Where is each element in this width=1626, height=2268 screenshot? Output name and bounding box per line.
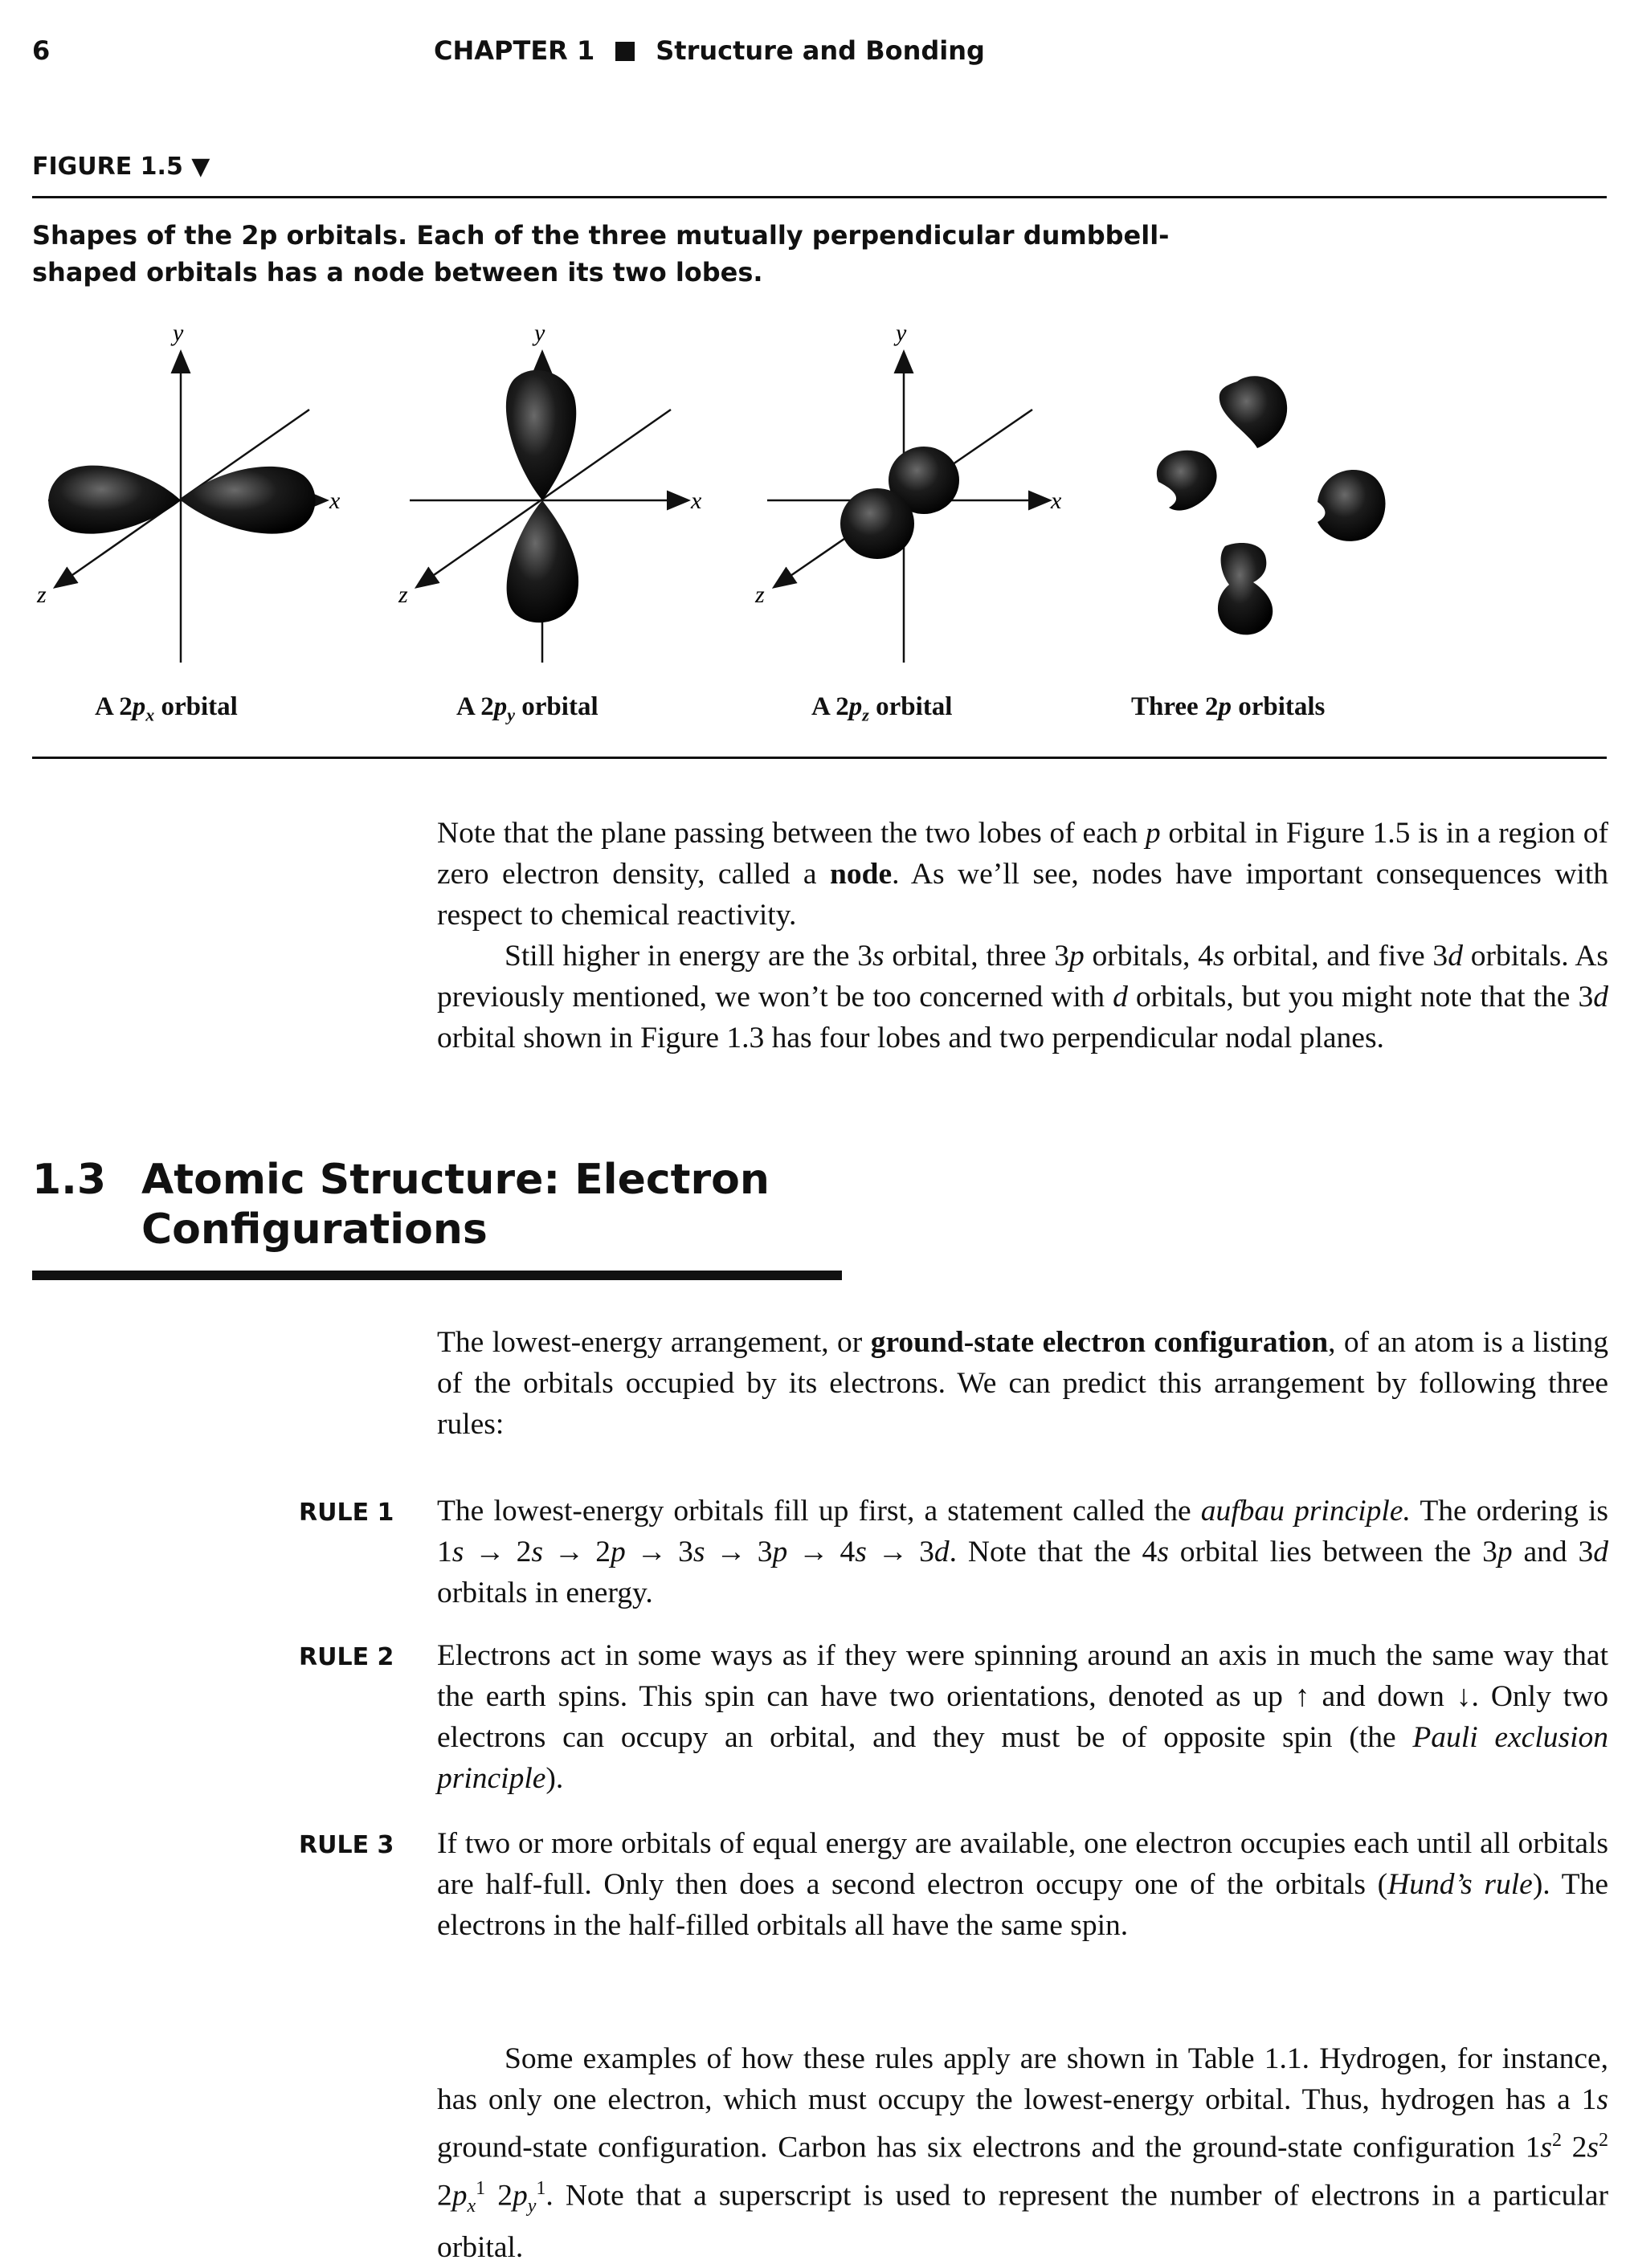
axis-z-label: z: [37, 581, 47, 608]
rule-1-text: The lowest-energy orbitals fill up first, a statement called the aufbau principle. The ordering is 1s → 2s → 2p → 3s → 3p → 4s → 3d. Note that the 4s orbital lies between the 3p and 3d orbitals in energy.: [437, 1495, 1609, 1609]
section-intro: The lowest-energy arrangement, or ground-state electron configuration, of an atom is a listing of the orbitals occupied by its electrons. We can predict this arrangement by following three rules:: [437, 1326, 1608, 1441]
page-number: 6: [32, 35, 51, 66]
figure-bottom-rule: [32, 757, 1607, 759]
section-title: Atomic Structure: Electron Configurations: [141, 1156, 770, 1254]
lobe-front: [840, 488, 914, 559]
axis-x-label: x: [329, 487, 341, 514]
rule-3-tag: RULE 3: [299, 1831, 394, 1859]
lobe-lower: [507, 500, 578, 622]
label-2pz-orbital: A $2p_z$ orbital: [811, 692, 953, 725]
axis-z-label: z: [755, 581, 765, 608]
rule-2-text: Electrons act in some ways as if they were spinning around an axis in much the same way that the earth spins. This spin can have two orientations, denoted as up ↑ and down ↓. Only two electrons can occupy an orbital, and they must be of opposite spin (the Pauli exclusion principle).: [437, 1639, 1609, 1795]
orbital-figure: [0, 305, 1626, 683]
axis-y-label: y: [534, 320, 545, 346]
figure-label: FIGURE 1.5 ▼: [32, 153, 210, 181]
running-head: [434, 35, 985, 66]
axis-x-label: x: [691, 487, 702, 514]
figure-top-rule: [32, 196, 1607, 198]
lobe-left: [48, 466, 181, 534]
rule-1-tag: RULE 1: [299, 1499, 394, 1527]
panel-2py-orbital: [410, 353, 687, 663]
label-2py-orbital: A $2p_y$ orbital: [456, 692, 599, 725]
panel-2px-orbital: [48, 353, 325, 663]
chapter-number: CHAPTER 1: [434, 35, 595, 66]
label-three-2p-orbitals: Three 2p orbitals: [1131, 692, 1326, 721]
rule-3-text: If two or more orbitals of equal energy are available, one electron occupies each until all orbitals are half-full. Only then does a second electron occupy one of the orbitals (Hund’s rule). The electrons in the half-filled orbitals all have the same spin.: [437, 1827, 1608, 1942]
axis-z-label: z: [398, 581, 408, 608]
section-underline: [32, 1271, 842, 1280]
lobe-right: [181, 467, 316, 534]
paragraph-node: Note that the plane passing between the two lobes of each p orbital in Figure 1.5 is in a region of zero electron density, called a node. As we’ll see, nodes have important consequences with respect to chemical reactivity.: [437, 817, 1608, 932]
axis-y-label: y: [896, 320, 907, 346]
square-bullet-icon: [615, 42, 635, 61]
rule-2-tag: RULE 2: [299, 1643, 394, 1671]
label-2px-orbital: A $2p_x$ orbital: [95, 692, 238, 725]
chapter-title: Structure and Bonding: [656, 35, 985, 66]
panel-2pz-orbital: [767, 353, 1048, 663]
paragraph-higher-orbitals: Still higher in energy are the 3s orbital, three 3p orbitals, 4s orbital, and five 3d orbitals. As previously mentioned, we won’t be too concerned with d orbitals, but you might note that the 3d orbital shown in Figure 1.3 has four lobes and two perpendicular nodal planes.: [437, 940, 1608, 1054]
intro-text: [437, 813, 1608, 1059]
panel-three-2p-orbitals: [1157, 376, 1386, 634]
figure-caption: Shapes of the 2p orbitals. Each of the three mutually perpendicular dumbbell-shaped orbitals has a node between its two lobes.: [32, 220, 1170, 288]
section-number: 1.3: [32, 1156, 107, 1204]
axis-x-label: x: [1051, 487, 1062, 514]
closing-paragraph: Some examples of how these rules apply are shown in Table 1.1. Hydrogen, for instance, has only one electron, which must occupy the lowest-energy orbital. Thus, hydrogen has a 1s ground-state configuration. Carbon has six electrons and the ground-state configuration $1s^2$ $2s^2$ $2p_x^1$ $2p_y^1$. Note that a superscript is used to represent the number of electrons in a particular orbital.: [437, 2042, 1608, 2264]
axis-y-label: y: [173, 320, 184, 346]
lobe-upper: [506, 370, 576, 500]
